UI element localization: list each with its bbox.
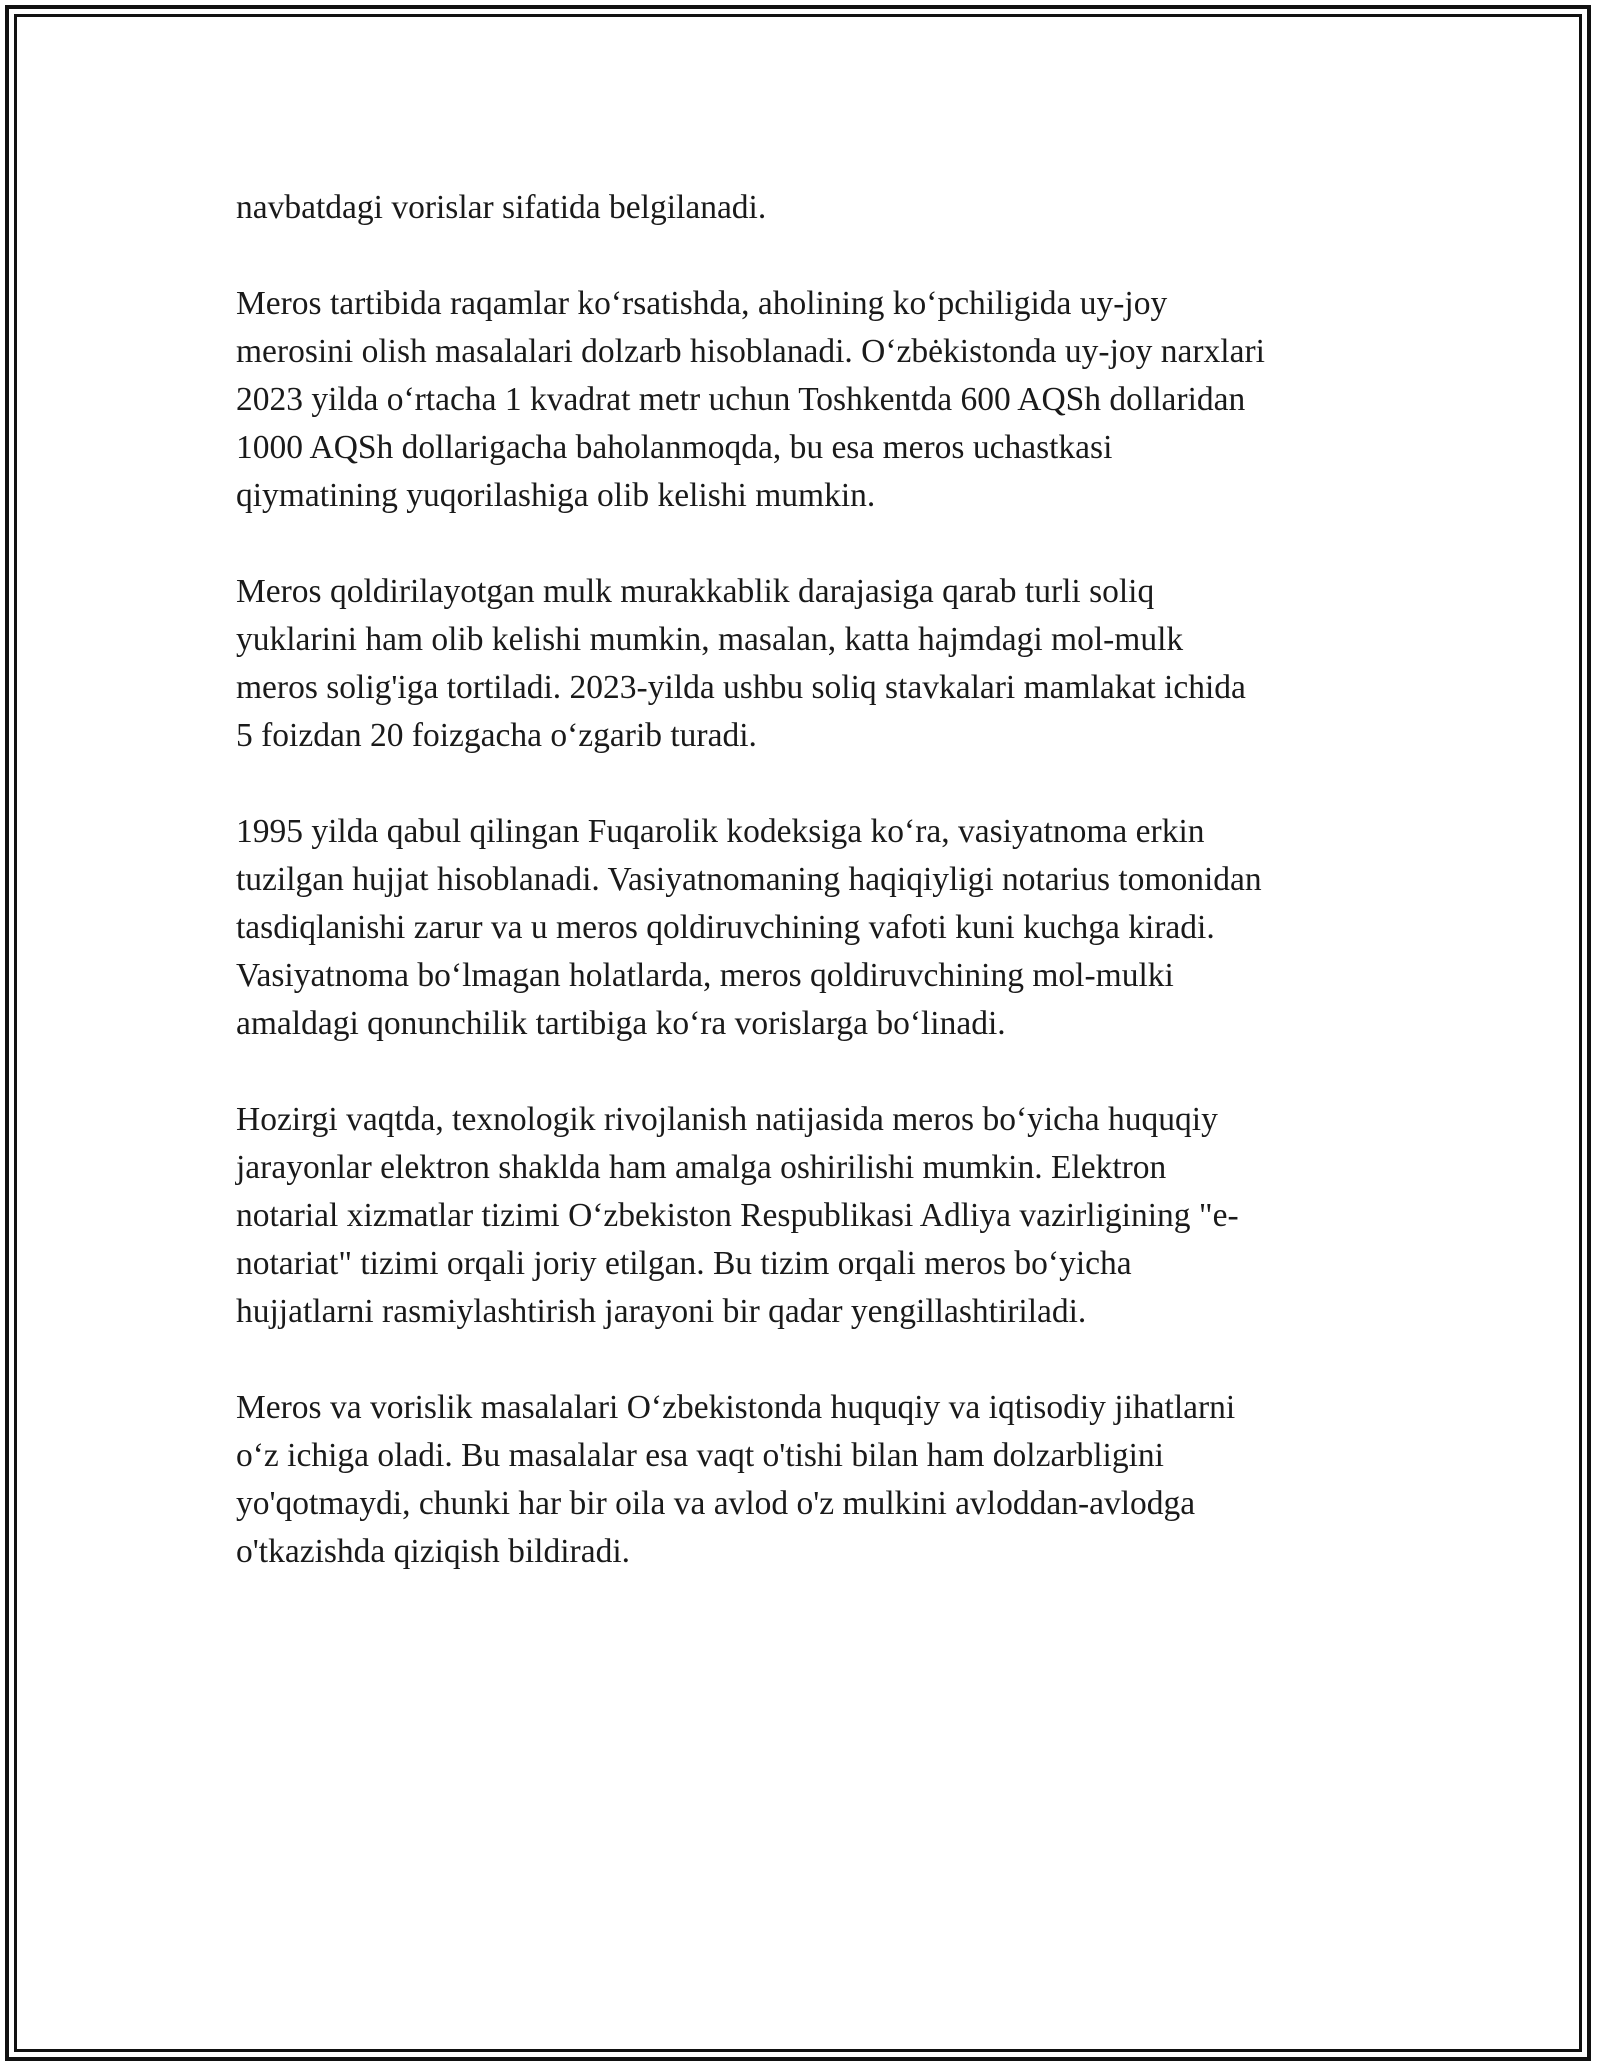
paragraph-5: Hozirgi vaqtda, texnologik rivojlanish natijasida meros bo‘yicha huquqiy jarayonlar elektron shaklda ham amalga oshirilishi mumkin. Elektron notarial xizmatlar tizimi O‘zbekiston Respublikasi Adliya vazirligining "e- notariat" tizimi orqali joriy etilgan. Bu tizim orqali meros bo‘yicha hujjatlarni rasmiylashtirish jarayoni bir qadar yengillashtiriladi. xyxy=(236,1101,1239,1330)
paragraph-3: Meros qoldirilayotgan mulk murakkablik darajasiga qarab turli soliq yuklarini ham olib kelishi mumkin, masalan, katta hajmdagi mol-mulk meros solig'iga tortiladi. 2023-yilda ushbu soliq stavkalari mamlakat ichida 5 foizdan 20 foizgacha o‘zgarib turadi. xyxy=(236,573,1246,754)
document-body xyxy=(236,184,1376,1624)
paragraph-1: navbatdagi vorislar sifatida belgilanadi. xyxy=(236,189,767,226)
paragraph-6: Meros va vorislik masalalari O‘zbekistonda huquqiy va iqtisodiy jihatlarni o‘z ichiga oladi. Bu masalalar esa vaqt o'tishi bilan ham dolzarbligini yo'qotmaydi, chunki har bir oila va avlod o'z mulkini avloddan-avlodga o'tkazishda qiziqish bildiradi. xyxy=(236,1389,1236,1570)
paragraph-2: Meros tartibida raqamlar ko‘rsatishda, aholining ko‘pchiligida uy-joy merosini olish masalalari dolzarb hisoblanadi. O‘zbėkistonda uy-joy narxlari 2023 yilda o‘rtacha 1 kvadrat metr uchun Toshkentda 600 AQSh dollaridan 1000 AQSh dollarigacha baholanmoqda, bu esa meros uchastkasi qiymatining yuqorilashiga olib kelishi mumkin. xyxy=(236,285,1265,514)
paragraph-4: 1995 yilda qabul qilingan Fuqarolik kodeksiga ko‘ra, vasiyatnoma erkin tuzilgan hujjat hisoblanadi. Vasiyatnomaning haqiqiyligi notarius tomonidan tasdiqlanishi zarur va u meros qoldiruvchining vafoti kuni kuchga kiradi. Vasiyatnoma bo‘lmagan holatlarda, meros qoldiruvchining mol-mulki amaldagi qonunchilik tartibiga ko‘ra vorislarga bo‘linadi. xyxy=(236,813,1262,1042)
